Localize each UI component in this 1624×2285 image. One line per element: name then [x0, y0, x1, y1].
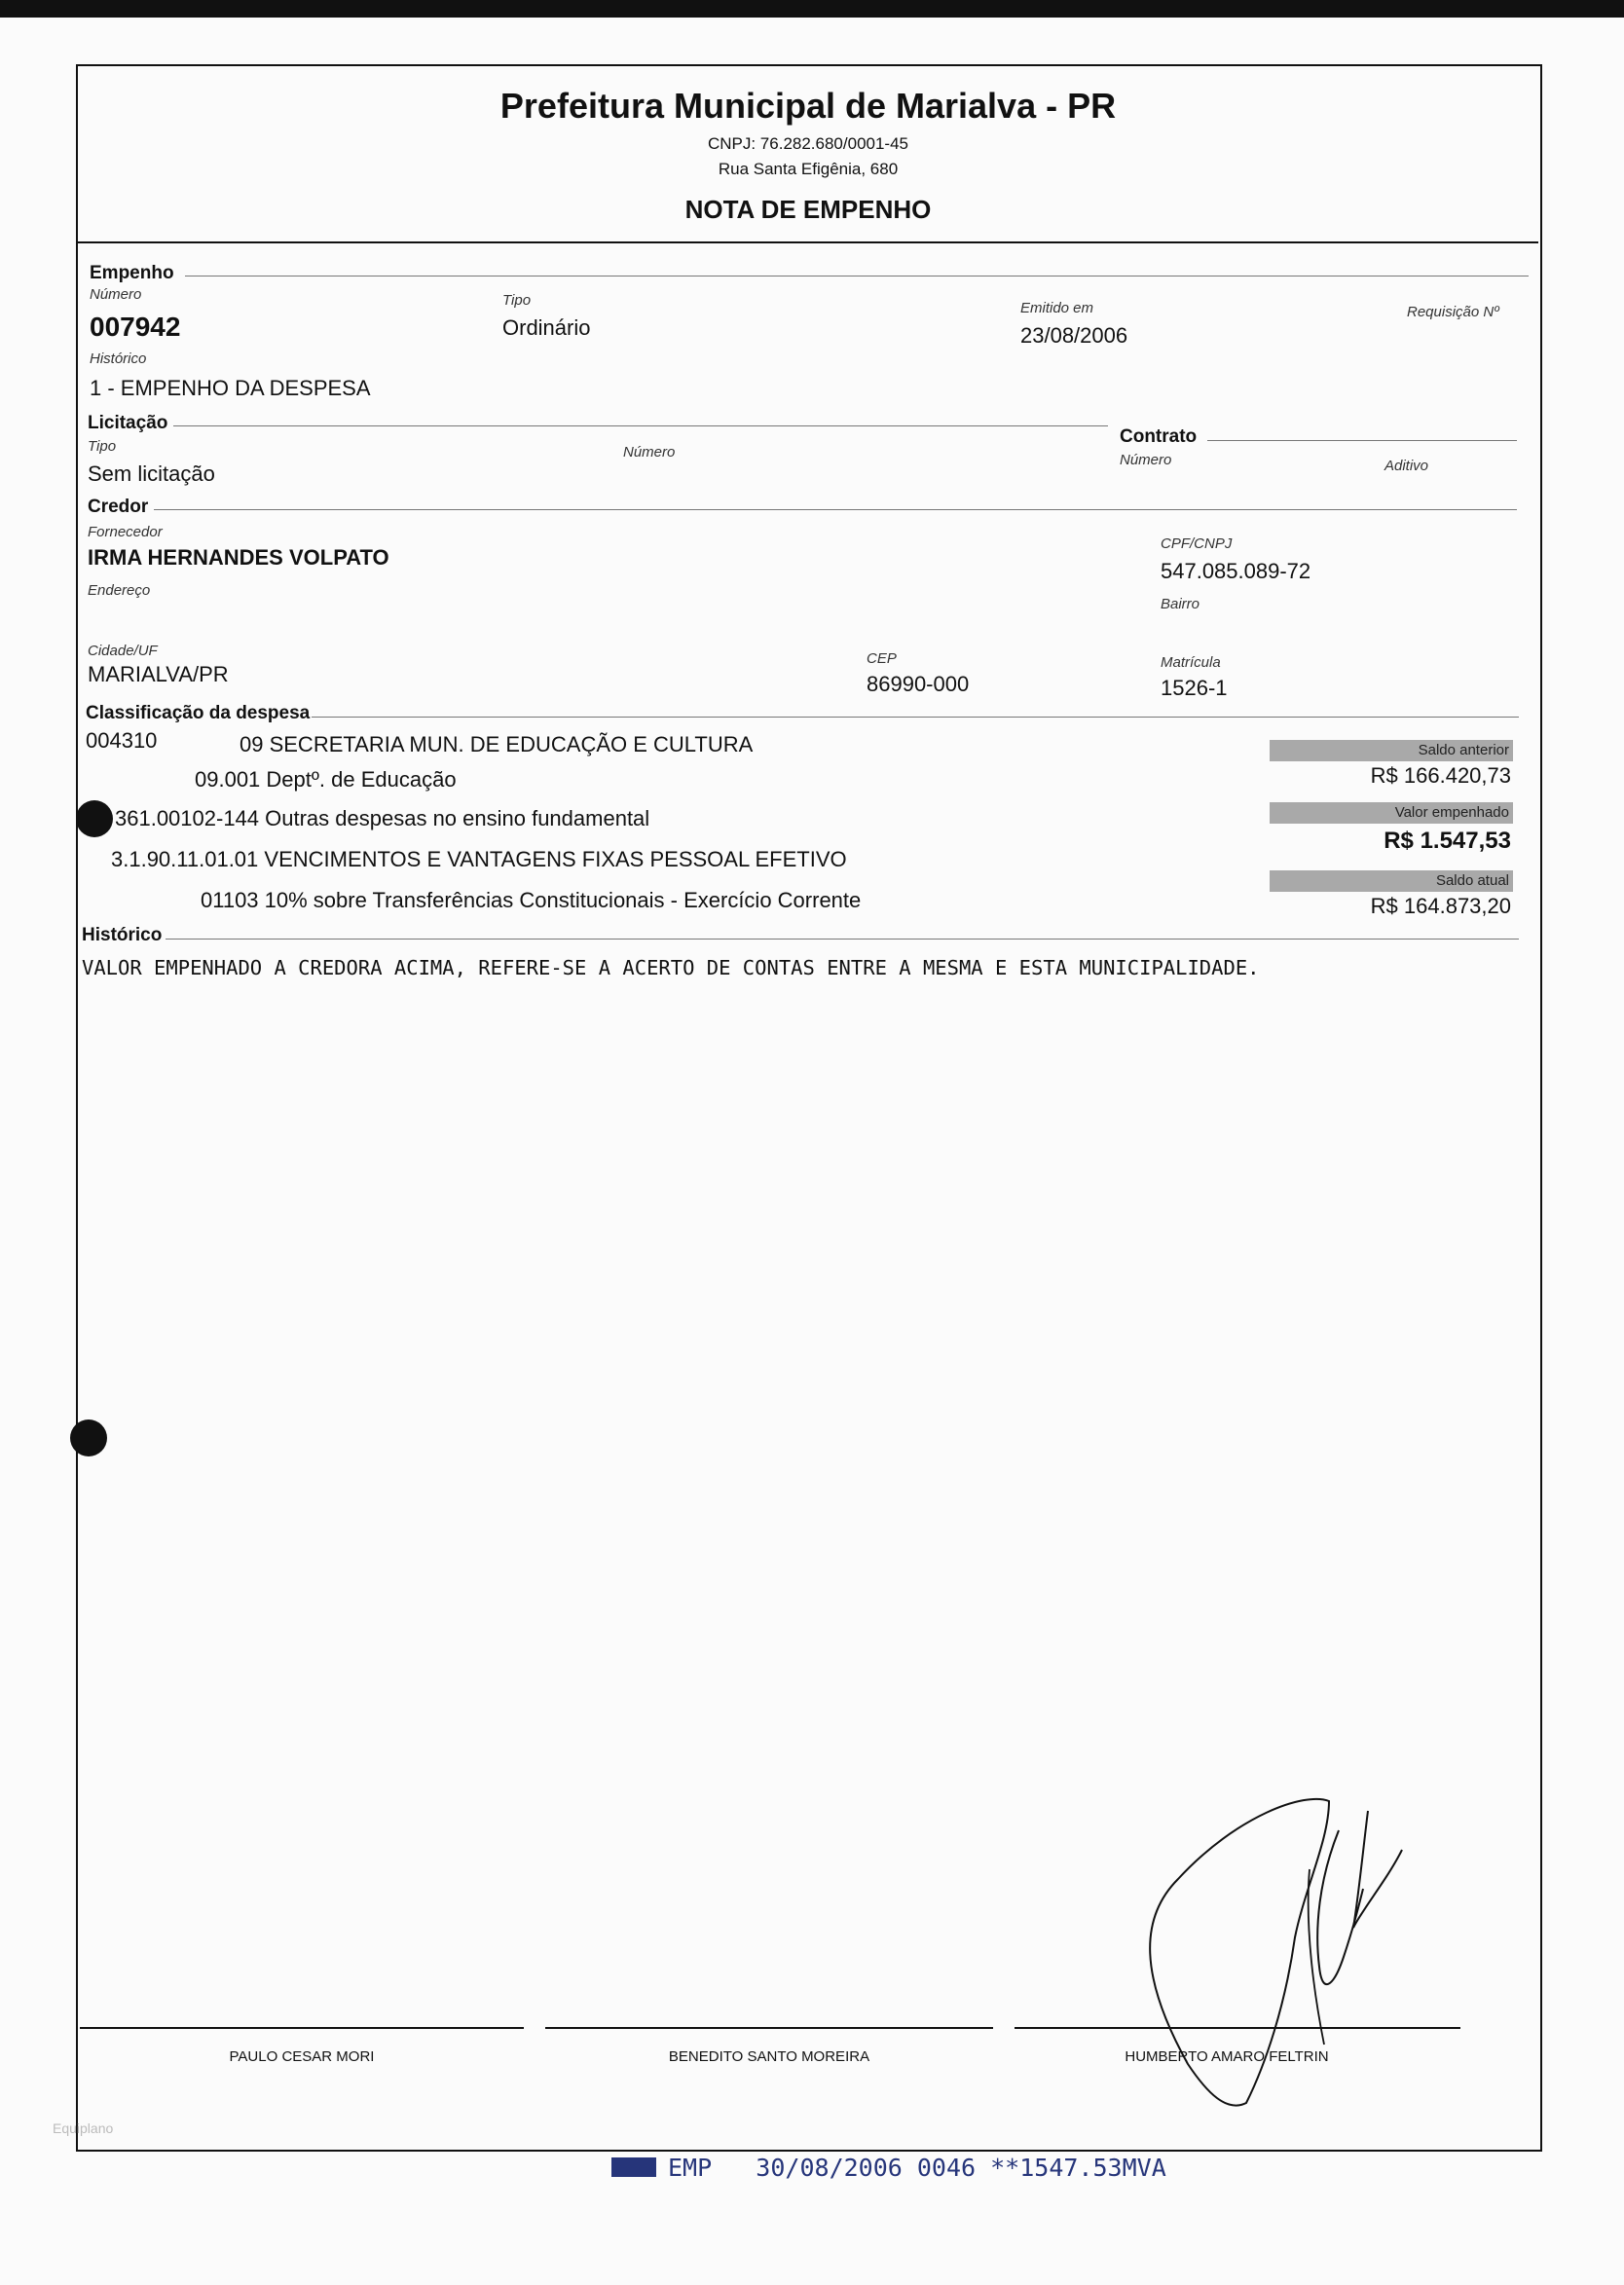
classificacao-line-5: 01103 10% sobre Transferências Constitucionais - Exercício Corrente	[201, 888, 862, 912]
empenho-numero: 007942	[90, 312, 181, 342]
emitido-date: 23/08/2006	[1020, 323, 1128, 348]
contrato-section-label: Contrato	[1120, 426, 1198, 447]
historico-section-label: Histórico	[82, 925, 163, 945]
address-text: Rua Santa Efigênia, 680	[718, 160, 899, 178]
empenho-tipo: Ordinário	[502, 315, 591, 340]
saldo-anterior-label: Saldo anterior	[1270, 740, 1513, 761]
licitacao-tipo-label: Tipo	[88, 438, 117, 455]
licitacao-section-label: Licitação	[88, 413, 168, 433]
classificacao-line-1: 09 SECRETARIA MUN. DE EDUCAÇÃO E CULTURA	[240, 732, 754, 756]
saldo-atual-label: Saldo atual	[1270, 870, 1513, 892]
cpf-value: 547.085.089-72	[1161, 559, 1311, 583]
cidade-value: MARIALVA/PR	[88, 662, 229, 686]
credor-rule	[154, 509, 1517, 510]
signatory-2: BENEDITO SANTO MOREIRA	[668, 2048, 870, 2065]
valor-empenhado-label: Valor empenhado	[1270, 802, 1513, 824]
empenho-section-label: Empenho	[90, 263, 174, 283]
classificacao-section-label: Classificação da despesa	[86, 703, 311, 723]
header-divider	[78, 241, 1538, 243]
cep-label: CEP	[867, 650, 897, 667]
scan-top-edge	[0, 0, 1624, 18]
signatory-1: PAULO CESAR MORI	[229, 2048, 375, 2065]
classificacao-line-2: 09.001 Deptº. de Educação	[195, 767, 457, 792]
bairro-label: Bairro	[1161, 596, 1200, 612]
fornecedor-name: IRMA HERNANDES VOLPATO	[88, 545, 389, 570]
contrato-aditivo-label: Aditivo	[1384, 458, 1429, 474]
classificacao-line-4: 3.1.90.11.01.01 VENCIMENTOS E VANTAGENS FIXAS PESSOAL EFETIVO	[111, 847, 847, 871]
licitacao-tipo: Sem licitação	[88, 461, 215, 486]
saldo-atual-value: R$ 164.873,20	[1370, 894, 1511, 918]
handwritten-signature	[1120, 1772, 1431, 2142]
municipality-title: Prefeitura Municipal de Marialva - PR	[499, 86, 1117, 126]
empenho-historico: 1 - EMPENHO DA DESPESA	[90, 376, 371, 400]
saldo-anterior-value: R$ 166.420,73	[1370, 763, 1511, 788]
cnpj-text: CNPJ: 76.282.680/0001-45	[707, 134, 909, 153]
signature-line-2	[545, 2027, 993, 2029]
signatory-3: HUMBERTO AMARO FELTRIN	[1125, 2048, 1329, 2065]
licitacao-numero-label: Número	[623, 444, 676, 461]
cpf-label: CPF/CNPJ	[1161, 535, 1233, 552]
empenho-tipo-label: Tipo	[502, 292, 532, 309]
cidade-label: Cidade/UF	[88, 643, 158, 659]
signature-line-1	[80, 2027, 524, 2029]
punch-hole-top	[76, 800, 113, 837]
valor-empenhado-value: R$ 1.547,53	[1384, 828, 1511, 854]
matricula-value: 1526-1	[1161, 676, 1228, 700]
historico-rule	[166, 939, 1519, 940]
stamp-mark	[611, 2157, 656, 2177]
mechanical-stamp: EMP 30/08/2006 0046 **1547.53MVA	[668, 2154, 1166, 2182]
punch-hole-bottom	[70, 1419, 107, 1456]
contrato-rule	[1207, 440, 1517, 441]
classificacao-code: 004310	[86, 728, 158, 753]
software-watermark: Equiplano	[53, 2120, 114, 2136]
classificacao-rule	[312, 717, 1519, 718]
cep-value: 86990-000	[867, 672, 970, 696]
empenho-numero-label: Número	[90, 286, 142, 303]
licitacao-rule	[173, 425, 1108, 426]
classificacao-line-3: 361.00102-144 Outras despesas no ensino fundamental	[115, 806, 650, 830]
document-title: NOTA DE EMPENHO	[684, 195, 932, 224]
matricula-label: Matrícula	[1161, 654, 1221, 671]
contrato-numero-label: Número	[1120, 452, 1172, 468]
historico-text: VALOR EMPENHADO A CREDORA ACIMA, REFERE-SE A ACERTO DE CONTAS ENTRE A MESMA E ESTA MUNICIPALIDADE.	[82, 956, 1260, 979]
fornecedor-label: Fornecedor	[88, 524, 163, 540]
requisicao-label: Requisição Nº	[1407, 304, 1499, 320]
endereco-label: Endereço	[88, 582, 151, 599]
empenho-historico-label: Histórico	[90, 350, 147, 367]
credor-section-label: Credor	[88, 497, 149, 517]
emitido-label: Emitido em	[1020, 300, 1094, 316]
document-header	[78, 66, 1538, 241]
